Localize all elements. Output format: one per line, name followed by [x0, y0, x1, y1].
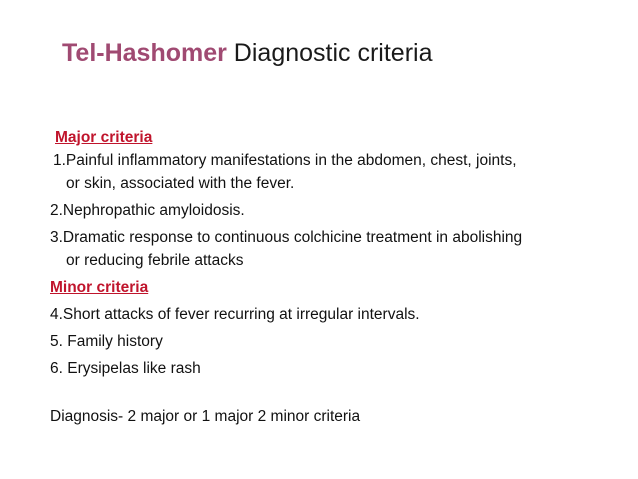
major-criterion-3-line2: or reducing febrile attacks	[66, 252, 244, 269]
minor-criterion-5: 5. Family history	[50, 333, 163, 350]
minor-criterion-4: 4.Short attacks of fever recurring at irregular intervals.	[50, 306, 420, 323]
major-criteria-heading: Major criteria	[55, 129, 153, 146]
diagnosis-rule: Diagnosis- 2 major or 1 major 2 minor criteria	[50, 408, 361, 425]
title-rest: Diagnostic criteria	[226, 39, 433, 67]
title-accent: Tel-Hashomer	[62, 39, 227, 67]
major-criterion-2	[50, 199, 610, 222]
major-criterion-1-line1: 1.Painful inflammatory manifestations in the abdomen, chest, joints,	[53, 152, 517, 169]
major-criterion-1	[50, 149, 610, 195]
slide-title	[62, 36, 433, 70]
minor-criteria-heading: Minor criteria	[50, 279, 149, 296]
major-criterion-1-line2: or skin, associated with the fever.	[66, 175, 295, 192]
major-criterion-3	[50, 226, 610, 272]
minor-criterion-6: 6. Erysipelas like rash	[50, 360, 201, 377]
major-criterion-3-line1: 3.Dramatic response to continuous colchicine treatment in abolishing	[50, 229, 523, 246]
major-criterion-2-line1: 2.Nephropathic amyloidosis.	[50, 202, 245, 219]
criteria-body	[50, 126, 610, 428]
